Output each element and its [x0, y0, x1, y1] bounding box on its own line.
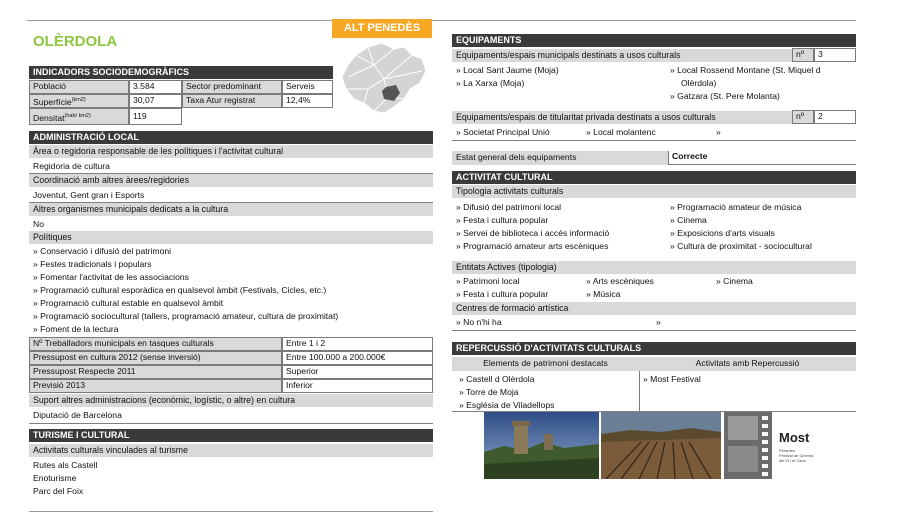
municipal-item: » Gatzara (St. Pere Molanta)	[670, 91, 780, 102]
area-label: Àrea o regidoria responsable de les polítiques i l'activitat cultural	[29, 145, 433, 158]
bottom-rule	[29, 511, 433, 512]
suport-label: Suport altres administracions (econòmic, logístic, o altre) en cultura	[29, 394, 433, 407]
privada-item: » Societat Principal Unió	[456, 127, 550, 138]
altres-label: Altres organismes municipals dedicats a la cultura	[29, 203, 433, 216]
densitat-value: 119	[129, 108, 182, 125]
suport-value: Diputació de Barcelona	[33, 410, 122, 420]
area-value: Regidoria de cultura	[33, 161, 110, 171]
municipal-item: » Local Rossend Montane (St. Miquel d	[670, 65, 820, 76]
region-map	[338, 41, 430, 119]
atur-label: Taxa Atur registrat	[182, 94, 282, 108]
turisme-item: Enoturisme	[33, 473, 77, 483]
castle-photo	[484, 412, 599, 479]
municipals-count: 3	[814, 48, 856, 62]
municipal-item-cont: Olèrdola)	[681, 78, 717, 88]
divider	[29, 423, 433, 424]
column-divider	[639, 371, 640, 411]
divider	[452, 140, 856, 141]
politica-item: » Foment de la lectura	[33, 324, 119, 335]
num-label: nº	[792, 48, 814, 62]
most-title: Most	[779, 430, 810, 445]
entitats-label: Entitats Actives (tipologia)	[452, 261, 856, 274]
tipologia-label: Tipologia activitats culturals	[452, 185, 856, 198]
tipologia-item: » Cultura de proximitat - sociocultural	[670, 241, 812, 252]
entitat-item: » Cinema	[716, 276, 753, 287]
respecte-label: Pressupost Respecte 2011	[29, 365, 282, 379]
treballadors-label: Nº Treballadors municipals en tasques culturals	[29, 337, 282, 351]
most-subtitle-3: del Vi i el Cava	[779, 458, 806, 463]
tipologia-item: » Programació amateur de música	[670, 202, 801, 213]
privada-item	[716, 127, 721, 138]
atur-value: 12,4%	[282, 94, 333, 108]
divider	[452, 330, 856, 331]
tipologia-item: » Cinema	[670, 215, 707, 226]
privada-label: Equipaments/espais de titularitat privada destinats a usos culturals	[452, 111, 792, 124]
coord-value: Joventut, Gent gran i Esports	[33, 190, 145, 200]
poblacio-value: 3.584	[129, 80, 182, 94]
municipals-label: Equipaments/espais municipals destinats a usos culturals	[452, 49, 792, 62]
politica-item: » Programació cultural estable en qualsevol àmbit	[33, 298, 223, 309]
pressupost-label: Pressupost en cultura 2012 (sense inversió)	[29, 351, 282, 365]
politica-item: » Festes tradicionals i populars	[33, 259, 151, 270]
estat-label: Estat general dels equipaments	[452, 151, 668, 165]
poblacio-label: Població	[29, 80, 129, 94]
turisme-activitats-label: Activitats culturals vinculades al turisme	[29, 444, 433, 457]
region-badge	[332, 19, 432, 38]
tipologia-item: » Programació amateur arts escèniques	[456, 241, 608, 252]
patrimoni-item: » Castell d Olèrdola	[459, 374, 534, 385]
most-festival-logo	[724, 412, 823, 479]
patrimoni-item: » Torre de Moja	[459, 387, 519, 398]
privada-count: 2	[814, 110, 856, 124]
superficie-value: 30,07	[129, 94, 182, 108]
entitat-item: » Arts escèniques	[586, 276, 654, 287]
sector-value: Serveis	[282, 80, 333, 94]
densitat-unit: (hab/ km2)	[64, 113, 91, 119]
superficie-label	[29, 94, 129, 108]
repercussio-item: » Most Festival	[643, 374, 701, 385]
superficie-label-text: Superfície	[33, 96, 72, 107]
repercussio-col1-header: Elements de patrimoni destacats	[452, 357, 639, 371]
previsio-label: Previsió 2013	[29, 379, 282, 393]
densitat-label	[29, 108, 129, 125]
top-rule-right	[436, 20, 856, 21]
activitat-header: ACTIVITAT CULTURAL	[452, 171, 856, 184]
politiques-label: Polítiques	[29, 231, 433, 244]
turisme-item: Rutes als Castell	[33, 460, 98, 470]
previsio-value: Inferior	[282, 379, 433, 393]
densitat-label-text: Densitat	[33, 112, 65, 123]
centres-label: Centres de formació artística	[452, 302, 856, 315]
politica-item: » Programació cultural esporàdica en qualsevol àmbit (Festivals, Cicles, etc.)	[33, 285, 326, 296]
equipaments-header: EQUIPAMENTS	[452, 34, 856, 47]
sector-label: Sector predominant	[182, 80, 282, 94]
tipologia-item: » Servei de biblioteca i accés informació	[456, 228, 609, 239]
centre-item	[656, 317, 661, 328]
repercussio-header: REPERCUSSIÓ D'ACTIVITATS CULTURALS	[452, 342, 856, 355]
politica-item: » Programació sociocultural (tallers, programació amateur, cultura de proximitat)	[33, 311, 338, 322]
num-label-2: nº	[792, 110, 814, 124]
municipal-item: » Local Sant Jaume (Moja)	[456, 65, 559, 76]
politica-item: » Conservació i difusió del patrimoni	[33, 246, 171, 257]
municipal-item: » La Xarxa (Moja)	[456, 78, 524, 89]
tipologia-item: » Exposicions d'arts visuals	[670, 228, 775, 239]
entitat-item: » Patrimoni local	[456, 276, 520, 287]
most-subtitle-2: Festival de Cinema	[779, 453, 814, 458]
politica-item: » Fomentar l'activitat de les associacions	[33, 272, 189, 283]
vineyard-photo	[601, 412, 721, 479]
treballadors-value: Entre 1 i 2	[282, 337, 433, 351]
altres-value: No	[33, 219, 44, 229]
tipologia-item: » Festa i cultura popular	[456, 215, 548, 226]
centre-item: » No n'hi ha	[456, 317, 502, 328]
patrimoni-item: » Església de Viladellops	[459, 400, 554, 411]
turisme-item: Parc del Foix	[33, 486, 84, 496]
turisme-header: TURISME I CULTURAL	[29, 429, 433, 442]
respecte-value: Superior	[282, 365, 433, 379]
admin-header: ADMINISTRACIÓ LOCAL	[29, 131, 433, 144]
entitat-item: » Música	[586, 289, 620, 300]
privada-item: » Local molantenc	[586, 127, 656, 138]
coord-label: Coordinació amb altres àrees/regidories	[29, 174, 433, 187]
indicators-header: INDICADORS SOCIODEMOGRÀFICS	[29, 66, 333, 79]
tipologia-item: » Difusió del patrimoni local	[456, 202, 561, 213]
superficie-unit: (km2)	[71, 97, 86, 103]
pressupost-value: Entre 100.000 a 200.000€	[282, 351, 433, 365]
most-subtitle-1: Penedès	[779, 448, 795, 453]
entitat-item: » Festa i cultura popular	[456, 289, 548, 300]
page-title: OLÈRDOLA	[33, 33, 118, 50]
estat-value: Correcte	[668, 151, 856, 165]
region-badge-label: ALT PENEDÈS	[343, 22, 421, 34]
repercussio-col2-header: Activitats amb Repercussió	[639, 357, 856, 371]
